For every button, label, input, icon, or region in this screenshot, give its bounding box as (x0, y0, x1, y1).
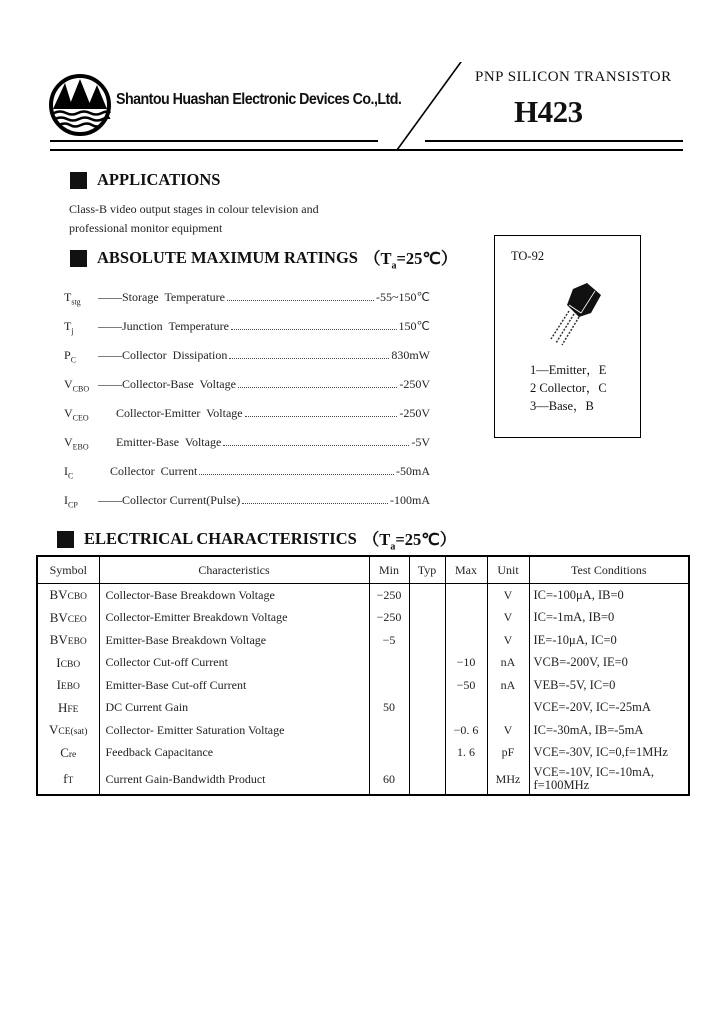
leader-dots (231, 329, 397, 330)
cell-min: 60 (369, 764, 409, 795)
cell-typ (409, 697, 445, 720)
leader-dots (238, 387, 397, 388)
table-row (37, 697, 689, 720)
to92-transistor-icon (543, 281, 603, 351)
cell-min (369, 719, 409, 742)
cell-test-condition: IE=-10μA, IC=0 (529, 629, 689, 652)
rating-name: Collector Dissipation (122, 348, 228, 362)
cell-unit: V (487, 607, 529, 630)
cell-unit: nA (487, 674, 529, 697)
rating-name: Collector Current (110, 464, 198, 478)
header-rule-top-left (50, 140, 378, 142)
col-header-test-conditions: Test Conditions (529, 556, 689, 584)
cell-test-condition: VEB=-5V, IC=0 (529, 674, 689, 697)
rating-row (64, 377, 430, 393)
cell-symbol: ICBO (56, 654, 81, 670)
cell-symbol: fT (63, 771, 74, 786)
cell-typ (409, 674, 445, 697)
cell-symbol: HFE (58, 699, 79, 715)
rating-name: Emitter-Base Voltage (116, 435, 222, 449)
cell-typ (409, 719, 445, 742)
cell-symbol: BVCEO (49, 609, 87, 625)
cell-unit: pF (487, 742, 529, 765)
condition: $(T_a=25℃)$ (362, 530, 457, 553)
rating-value: -250V (399, 406, 430, 420)
cell-test-condition: IC=-1mA, IB=0 (529, 607, 689, 630)
rating-name: Collector Current(Pulse) (122, 493, 241, 507)
cell-max (445, 764, 487, 795)
package-box (494, 235, 641, 438)
cell-max (445, 607, 487, 630)
rating-symbol: $V_{CEO}$ (64, 406, 89, 423)
section-title: APPLICATIONS (97, 170, 221, 189)
section-title: ABSOLUTE MAXIMUM RATINGS (97, 248, 358, 268)
bullet-square-icon (70, 250, 87, 267)
rating-value: 150℃ (398, 319, 430, 333)
rating-dash: —— (98, 290, 122, 304)
cell-characteristic: Emitter-Base Breakdown Voltage (99, 629, 369, 652)
cell-characteristic: Collector-Emitter Breakdown Voltage (99, 607, 369, 630)
table-row (37, 764, 689, 795)
cell-min (369, 674, 409, 697)
section-applications (70, 170, 220, 190)
cell-unit: V (487, 584, 529, 607)
cell-max: 1. 6 (445, 742, 487, 765)
rating-name: Junction Temperature (122, 319, 229, 333)
rating-symbol: $V_{CBO}$ (64, 377, 90, 394)
cell-typ (409, 652, 445, 675)
rating-symbol: $P_C$ (64, 348, 77, 365)
rating-symbol: $I_C$ (64, 464, 74, 481)
cell-characteristic: Collector-Base Breakdown Voltage (99, 584, 369, 607)
cell-typ (409, 607, 445, 630)
rating-row (64, 493, 430, 509)
leader-dots (223, 445, 409, 446)
rating-row (64, 290, 430, 306)
rating-value: -100mA (390, 493, 430, 507)
col-header-symbol: Symbol (37, 556, 99, 584)
cell-max: −0. 6 (445, 719, 487, 742)
cell-unit: MHz (487, 764, 529, 795)
table-row (37, 629, 689, 652)
cell-characteristic: Feedback Capacitance (99, 742, 369, 765)
table-header-row (37, 556, 689, 584)
cell-min (369, 742, 409, 765)
rating-row (64, 348, 430, 364)
cell-typ (409, 764, 445, 795)
header-diagonal-divider (396, 62, 462, 150)
col-header-min: Min (369, 556, 409, 584)
rating-dash (98, 406, 116, 421)
rating-symbol: $T_j$ (64, 319, 74, 336)
cell-symbol: Cre (60, 744, 77, 760)
col-header-characteristics: Characteristics (99, 556, 369, 584)
cell-min (369, 652, 409, 675)
cell-characteristic: Collector- Emitter Saturation Voltage (99, 719, 369, 742)
cell-unit (487, 697, 529, 720)
rating-symbol: $V_{EBO}$ (64, 435, 89, 452)
cell-test-condition: VCE=-20V, IC=-25mA (529, 697, 689, 720)
cell-test-condition: VCE=-30V, IC=0,f=1MHz (529, 742, 689, 765)
device-type: PNP SILICON TRANSISTOR (475, 69, 672, 85)
table-row (37, 607, 689, 630)
applications-line: professional monitor equipment (69, 221, 223, 235)
cell-max (445, 584, 487, 607)
pin-3-label: 3—Base，B (530, 399, 594, 413)
cell-min: −5 (369, 629, 409, 652)
cell-characteristic: Collector Cut-off Current (99, 652, 369, 675)
cell-characteristic: DC Current Gain (99, 697, 369, 720)
header-rule-top-right (425, 140, 683, 142)
cell-symbol: IEBO (56, 677, 80, 693)
cell-symbol: VCE(sat) (49, 722, 88, 738)
rating-row (64, 464, 430, 480)
rating-value: -5V (411, 435, 430, 449)
rating-value: -55~150℃ (376, 290, 430, 304)
col-header-max: Max (445, 556, 487, 584)
cell-test-condition: VCE=-10V, IC=-10mA, f=100MHz (529, 764, 689, 795)
rating-symbol: $T_{stg}$ (64, 290, 81, 307)
rating-row (64, 435, 430, 451)
cell-max: −50 (445, 674, 487, 697)
leader-dots (245, 416, 398, 417)
pin-2-label: 2 Collector，C (530, 381, 607, 395)
header-rule-bottom (50, 149, 683, 151)
cell-min: −250 (369, 584, 409, 607)
cell-symbol: BVEBO (49, 632, 87, 648)
rating-value: -50mA (396, 464, 430, 478)
electrical-characteristics-table (36, 555, 690, 796)
col-header-typ: Typ (409, 556, 445, 584)
pin-1-label: 1—Emitter，E (530, 363, 607, 377)
rating-dash: —— (98, 348, 122, 362)
cell-test-condition: VCB=-200V, IE=0 (529, 652, 689, 675)
table-row (37, 719, 689, 742)
rating-dash (98, 435, 116, 450)
leader-dots (229, 358, 389, 359)
rating-symbol: $I_{CP}$ (64, 493, 78, 510)
cell-max: −10 (445, 652, 487, 675)
cell-min: 50 (369, 697, 409, 720)
company-name: Shantou Huashan Electronic Devices Co.,Ltd. (116, 91, 402, 108)
section-title: ELECTRICAL CHARACTERISTICS (84, 529, 357, 549)
leader-dots (199, 474, 394, 475)
cell-symbol: BVCBO (49, 587, 88, 603)
table-row (37, 584, 689, 607)
rating-row (64, 406, 430, 422)
cell-test-condition: IC=-100μA, IB=0 (529, 584, 689, 607)
cell-max (445, 629, 487, 652)
table-row (37, 674, 689, 697)
cell-max (445, 697, 487, 720)
bullet-square-icon (70, 172, 87, 189)
cell-unit: V (487, 629, 529, 652)
company-logo-icon (48, 73, 112, 137)
cell-characteristic: Current Gain-Bandwidth Product (99, 764, 369, 795)
cell-typ (409, 742, 445, 765)
cell-unit: V (487, 719, 529, 742)
rating-row (64, 319, 430, 335)
rating-dash: —— (98, 377, 122, 391)
table-row (37, 652, 689, 675)
section-absolute-max-ratings (70, 245, 457, 271)
rating-name: Collector-Base Voltage (122, 377, 236, 391)
leader-dots (227, 300, 374, 301)
cell-typ (409, 629, 445, 652)
bullet-square-icon (57, 531, 74, 548)
applications-text (69, 200, 389, 238)
leader-dots (242, 503, 388, 504)
rating-name: Collector-Emitter Voltage (116, 406, 243, 420)
condition: $(T_a=25℃)$ (363, 249, 458, 272)
rating-dash: —— (98, 493, 122, 507)
rating-dash: —— (98, 319, 122, 333)
cell-test-condition: IC=-30mA, IB=-5mA (529, 719, 689, 742)
col-header-unit: Unit (487, 556, 529, 584)
section-electrical-characteristics (57, 526, 456, 552)
cell-typ (409, 584, 445, 607)
cell-characteristic: Emitter-Base Cut-off Current (99, 674, 369, 697)
part-number: H423 (514, 94, 583, 129)
cell-unit: nA (487, 652, 529, 675)
rating-value: 830mW (391, 348, 430, 362)
rating-name: Storage Temperature (122, 290, 225, 304)
rating-value: -250V (399, 377, 430, 391)
applications-line: Class-B video output stages in colour television and (69, 202, 319, 216)
package-type: TO-92 (511, 249, 545, 263)
table-row (37, 742, 689, 765)
cell-min: −250 (369, 607, 409, 630)
rating-dash (98, 464, 110, 479)
